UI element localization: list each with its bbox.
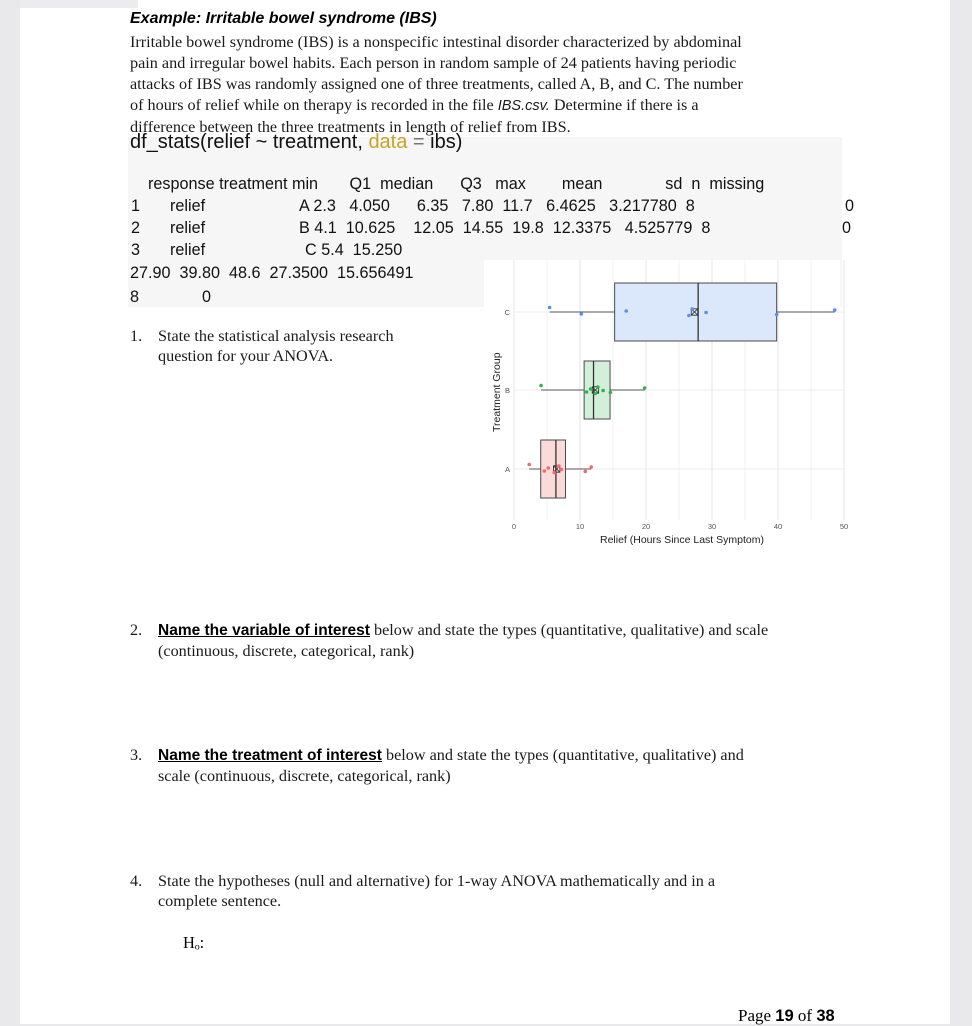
x-tick-label: 10 — [575, 522, 585, 531]
row-index: 3 — [131, 241, 141, 259]
point-B — [585, 390, 589, 394]
point-C — [687, 314, 691, 318]
x-tick-label: 40 — [773, 522, 783, 531]
x-tick-label: 50 — [839, 522, 849, 531]
row-values: A 2.3 4.050 6.35 7.80 11.7 6.4625 3.217780 8 — [299, 197, 695, 215]
document-page — [20, 0, 950, 1024]
row-response: relief — [170, 219, 206, 237]
point-C — [548, 306, 552, 310]
row-values: C 5.4 15.250 — [305, 241, 403, 259]
point-A — [589, 465, 593, 469]
point-A — [543, 469, 547, 473]
para-line: pain and irregular bowel habits. Each person in random sample of 24 patients having periodic — [130, 54, 737, 72]
point-C — [624, 309, 628, 313]
row-wrap: 27.90 39.80 48.6 27.3500 15.656491 — [130, 264, 414, 282]
x-tick-label: 30 — [707, 522, 717, 531]
y-tick-label: B — [504, 386, 510, 395]
point-B — [539, 384, 543, 388]
point-B — [589, 387, 593, 391]
page-number: Page 19 of 38 — [738, 1006, 835, 1025]
question-2: 2. Name the variable of interest below and state the types (quantitative, qualitative) and scale (continuous, discrete, categorical, rank) — [130, 621, 769, 660]
page-tab — [20, 0, 138, 8]
box-B — [584, 361, 610, 419]
y-tick-label: A — [504, 465, 510, 474]
row-index: 2 — [131, 219, 141, 237]
point-A — [547, 466, 551, 470]
file-name: IBS.csv. — [497, 98, 550, 114]
output-header: response treatment min Q1 median Q3 max mean sd n missing — [148, 175, 765, 193]
question-4: 4. State the hypotheses (null and alternative) for 1-way ANOVA mathematically and in a complete sentence. — [130, 872, 716, 910]
point-B — [643, 386, 647, 390]
x-axis-label: Relief (Hours Since Last Symptom) — [600, 534, 764, 546]
intro-paragraph — [130, 32, 840, 138]
point-B — [609, 391, 613, 395]
row-missing: 0 — [845, 197, 855, 215]
point-A — [527, 463, 531, 467]
point-A — [557, 464, 561, 468]
y-tick-label: C — [504, 308, 510, 317]
point-C — [833, 308, 837, 312]
box-C — [615, 283, 777, 341]
point-A — [560, 468, 564, 472]
x-tick-label: 20 — [641, 522, 651, 531]
point-B — [593, 392, 597, 396]
point-A — [583, 470, 587, 474]
para-line: difference between the three treatments in length of relief from IBS. — [130, 118, 571, 136]
point-B — [601, 389, 605, 393]
row-index: 1 — [131, 197, 141, 215]
point-B — [596, 385, 600, 389]
row-response: relief — [170, 197, 206, 215]
point-C — [580, 312, 584, 316]
row-response: relief — [170, 241, 206, 259]
point-C — [704, 311, 708, 315]
point-C — [775, 313, 779, 317]
code-line: df_stats(relief ~ treatment, data = ibs) — [130, 131, 463, 153]
y-axis-label: Treatment Group — [491, 352, 503, 432]
row-wrap: 8 0 — [130, 288, 211, 306]
row-values: B 4.1 10.625 12.05 14.55 19.8 12.3375 4.525779 8 — [299, 219, 711, 237]
point-C — [690, 307, 694, 311]
para-line: of hours of relief while on therapy is recorded in the file IBS.csv. Determine if there is a — [130, 96, 699, 114]
para-line: attacks of IBS was randomly assigned one of three treatments, called A, B, and C. The number — [130, 75, 743, 93]
question-1: 1. State the statistical analysis research question for your ANOVA. — [130, 327, 394, 365]
para-line: Irritable bowel syndrome (IBS) is a nonspecific intestinal disorder characterized by abdominal — [130, 33, 742, 51]
x-tick-label: 0 — [511, 522, 517, 531]
question-3: 3. Name the treatment of interest below and state the types (quantitative, qualitative) and scale (continuous, discrete, categorical, rank) — [130, 746, 744, 785]
example-title: Example: Irritable bowel syndrome (IBS) — [130, 10, 437, 27]
null-hypothesis-label: Hₒ: — [183, 933, 205, 952]
relief-boxplot — [460, 260, 849, 552]
point-A — [552, 471, 556, 475]
row-missing: 0 — [842, 219, 852, 237]
